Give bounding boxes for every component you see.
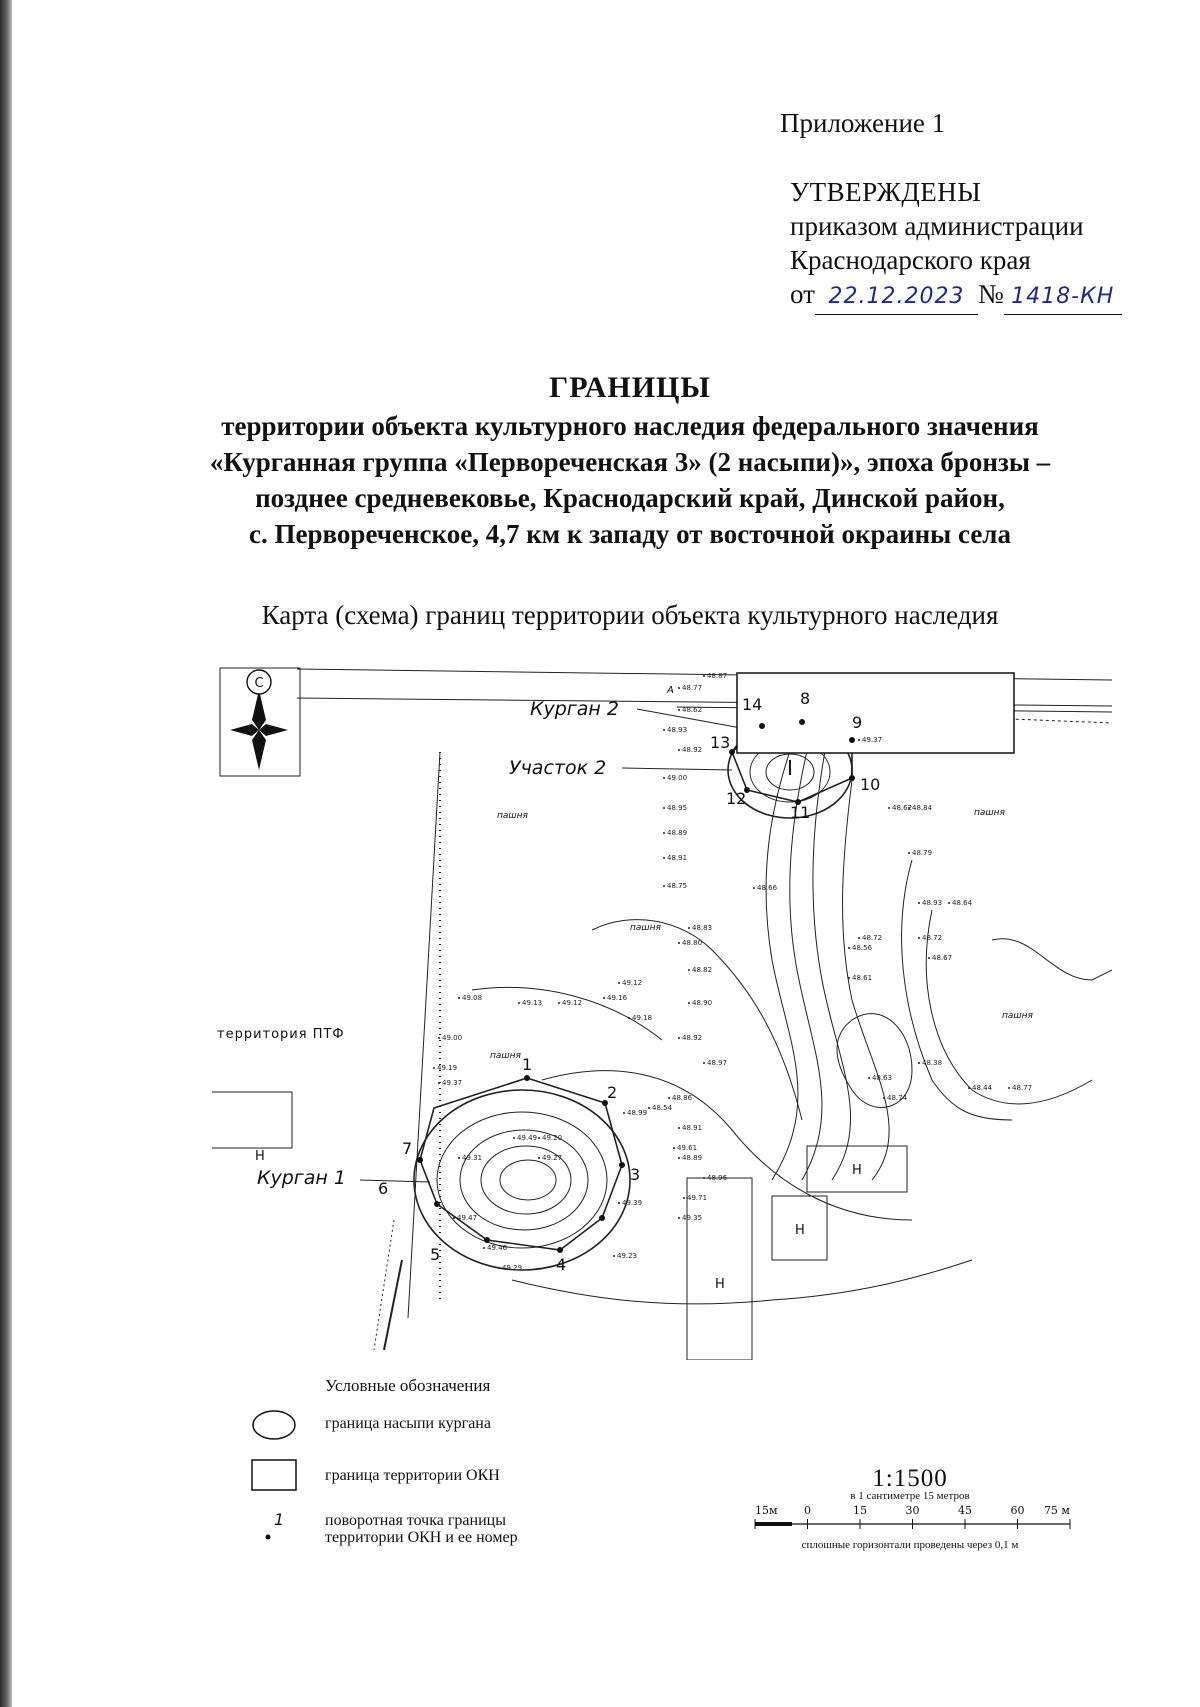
elevation-point: [663, 857, 665, 859]
building-left: [212, 1092, 292, 1148]
elevation-point: [948, 902, 950, 904]
elevation-label: 48.91: [667, 854, 688, 862]
elevation-point: [678, 942, 680, 944]
elevation-point: [678, 1217, 680, 1219]
elevation-label: 48.67: [932, 954, 953, 962]
mound-boundary-symbol: [250, 1408, 298, 1442]
elevation-point: [678, 1037, 680, 1039]
elevation-point: [678, 1157, 680, 1159]
elevation-point: [858, 739, 860, 741]
elevation-point: [483, 1247, 485, 1249]
elevation-point: [538, 1157, 540, 1159]
elevation-point: [703, 1062, 705, 1064]
elevation-label: 49.12: [622, 979, 643, 987]
elevation-label: 49.47: [457, 1214, 478, 1222]
elevation-point: [618, 1202, 620, 1204]
elevation-label: 48.91: [682, 1124, 703, 1132]
title-line-1: территории объекта культурного наследия федерального значения: [221, 411, 1039, 441]
elevation-label: 48.93: [667, 726, 688, 734]
elevation-point: [703, 675, 705, 677]
elevation-label: 49.71: [687, 1194, 708, 1202]
elevation-label: 48.83: [692, 924, 713, 932]
legend-mound-text: граница насыпи кургана: [325, 1415, 491, 1432]
legend-point-text-2: территории ОКН и ее номер: [325, 1529, 518, 1546]
kurgan-1-territory-boundary: [420, 1078, 622, 1250]
scale-tick-label: 15: [853, 1504, 867, 1517]
contour: [790, 730, 822, 1180]
elevation-label: 48.80: [682, 939, 703, 947]
elevation-label: 49.39: [622, 1199, 643, 1207]
order-number: 1418-КН: [1004, 280, 1122, 315]
scale-tick-label: 75 м: [1043, 1504, 1070, 1517]
elevation-point: [688, 969, 690, 971]
document-title: [160, 370, 1100, 552]
elevation-point: [888, 807, 890, 809]
approved-line-2: Краснодарского края: [790, 245, 1031, 275]
label-plow: пашня: [1002, 1011, 1033, 1021]
elevation-label: 48.86: [672, 1094, 693, 1102]
point-number: 13: [710, 733, 731, 752]
elevation-point: [438, 1082, 440, 1084]
elevation-point: [663, 729, 665, 731]
legend-point-sample: 1: [274, 1510, 285, 1529]
elevation-label: 48.66: [757, 884, 778, 892]
elevation-point: [848, 977, 850, 979]
building-long: [687, 1178, 752, 1360]
label-kurgan-1: Курган 1: [257, 1167, 346, 1189]
elevation-label: 49.08: [462, 994, 483, 1002]
point-number: 10: [860, 775, 881, 794]
elevation-point: [663, 885, 665, 887]
point-number: 8: [800, 689, 811, 708]
elevation-point: [1008, 1087, 1010, 1089]
elevation-label: 49.13: [522, 999, 543, 1007]
kurgan-1-contour: [500, 1160, 556, 1200]
label-plow: пашня: [630, 923, 661, 933]
elevation-point: [498, 1267, 500, 1269]
point-number: 3: [630, 1165, 641, 1184]
elevation-point: [603, 997, 605, 999]
elevation-label: 49.19: [437, 1064, 458, 1072]
elevation-label: 48.77: [1012, 1084, 1033, 1092]
elevation-label: 49.37: [442, 1079, 463, 1087]
elevation-label: 48.89: [667, 829, 688, 837]
kurgan-1-contour: [437, 1112, 607, 1248]
point-number: 6: [378, 1179, 389, 1198]
kurgan-1-contour: [460, 1130, 588, 1230]
legend-point-text-1: поворотная точка границы: [325, 1512, 506, 1529]
elevation-label: 48.75: [667, 882, 688, 890]
leader-section-2: [622, 768, 732, 770]
elevation-point: [673, 1147, 675, 1149]
elevation-label: 49.61: [677, 1144, 698, 1152]
elevation-label: 49.31: [462, 1154, 483, 1162]
building-label: Н: [255, 1149, 265, 1164]
scan-left-edge: [0, 0, 12, 1707]
elevation-label: 48.72: [862, 934, 883, 942]
label-ptf-territory: территория ПТФ: [217, 1027, 345, 1042]
order-number-label: №: [977, 279, 1004, 309]
elevation-label: 49.49: [517, 1134, 538, 1142]
scale-bar: [740, 1502, 1080, 1534]
scale-tick-label: 45: [958, 1504, 972, 1517]
point-number: 11: [790, 803, 811, 822]
point-number: 1: [522, 1055, 533, 1074]
label-plow: пашня: [974, 808, 1005, 818]
contour: [992, 939, 1112, 980]
map-svg: [212, 660, 1112, 1360]
point-number: 14: [742, 695, 763, 714]
elevation-point: [678, 1127, 680, 1129]
elevation-label: 48.90: [692, 999, 713, 1007]
elevation-point: [433, 1067, 435, 1069]
elevation-point: [918, 937, 920, 939]
elevation-label: 49.16: [607, 994, 628, 1002]
elevation-label: 49.29: [502, 1264, 523, 1272]
elevation-point: [678, 709, 680, 711]
elevation-point: [648, 1107, 650, 1109]
elevation-point: [518, 1002, 520, 1004]
elevation-label: 49.12: [562, 999, 583, 1007]
point-number: 4: [556, 1255, 567, 1274]
elevation-point: [683, 1197, 685, 1199]
elevation-point: [753, 887, 755, 889]
elevation-label: 48.99: [627, 1109, 648, 1117]
elevation-label: 49.18: [632, 1014, 653, 1022]
scale-tick-label: 0: [804, 1504, 811, 1517]
approval-block: [790, 175, 1122, 315]
elevation-point: [668, 1097, 670, 1099]
elevation-label: 48.77: [682, 684, 703, 692]
elevation-label: 48.64: [952, 899, 973, 907]
point-number: 5: [430, 1245, 441, 1264]
elevation-point: [858, 937, 860, 939]
elevation-label: 48.82: [692, 966, 713, 974]
elevation-point: [883, 1097, 885, 1099]
elevation-label: 49.35: [682, 1214, 703, 1222]
scale-tick-label: 60: [1010, 1504, 1025, 1517]
elevation-point: [663, 807, 665, 809]
elevation-point: [453, 1217, 455, 1219]
elevation-point: [688, 927, 690, 929]
elevation-point: [458, 997, 460, 999]
elevation-label: 48.61: [852, 974, 873, 982]
building-label: Н: [715, 1277, 725, 1292]
elevation-label: 48.84: [912, 804, 933, 812]
order-date: 22.12.2023: [815, 280, 978, 315]
scale-ratio: 1:1500: [872, 1465, 948, 1492]
contour: [512, 1260, 972, 1304]
elevation-point: [613, 1255, 615, 1257]
title-main: ГРАНИЦЫ: [549, 371, 711, 404]
elevation-point: [678, 687, 680, 689]
elevation-point: [558, 1002, 560, 1004]
label-kurgan-2: Курган 2: [530, 698, 619, 720]
elevation-label: 48.56: [852, 944, 873, 952]
elevation-point: [968, 1087, 970, 1089]
elevation-label: 49.00: [442, 1034, 463, 1042]
elevation-label: 48.92: [682, 746, 703, 754]
elevation-label: 48.63: [872, 1074, 893, 1082]
approved-line-1: приказом администрации: [790, 211, 1084, 241]
elevation-point: [908, 852, 910, 854]
elevation-label: 48.92: [682, 1034, 703, 1042]
elevation-point: [703, 1177, 705, 1179]
point-number: 9: [852, 713, 863, 732]
scale-tick-label: 30: [905, 1504, 920, 1517]
elevation-label: 48.89: [682, 1154, 703, 1162]
label-plow: пашня: [490, 1051, 521, 1061]
scale-per-cm: в 1 сантиметре 15 метров: [850, 1490, 970, 1502]
elevation-point: [868, 1077, 870, 1079]
label-plow: пашня: [497, 811, 528, 821]
elevation-point: [438, 1037, 440, 1039]
label-roman-one: I: [787, 756, 793, 780]
contour-note: сплошные горизонтали проведены через 0,1 м: [801, 1539, 1019, 1551]
order-from-label: от: [790, 279, 815, 309]
elevation-point: [513, 1137, 515, 1139]
elevation-label: 48.72: [922, 934, 943, 942]
elevation-label: 48.62: [682, 706, 703, 714]
building-label: Н: [795, 1223, 805, 1238]
elevation-label: 48.93: [922, 899, 943, 907]
territory-boundary-symbol: [250, 1458, 298, 1492]
elevation-label: 48.62: [892, 804, 913, 812]
appendix-label: Приложение 1: [780, 108, 946, 138]
elevation-point: [678, 749, 680, 751]
point-number: 7: [402, 1139, 413, 1158]
elevation-label: 49.46: [487, 1244, 508, 1252]
elevation-label: 49.00: [667, 774, 688, 782]
elevation-label: 48.54: [652, 1104, 673, 1112]
elevation-label: 49.23: [617, 1252, 638, 1260]
elevation-label: 48.97: [707, 1059, 728, 1067]
leader-kurgan-1: [360, 1180, 430, 1182]
elevation-point: [663, 832, 665, 834]
elevation-label: 49.37: [862, 736, 883, 744]
elevation-point: [918, 902, 920, 904]
field-edge-dashed: [374, 1220, 394, 1350]
elevation-point: [458, 1157, 460, 1159]
point-number: 2: [607, 1083, 618, 1102]
turning-point-symbol: [250, 1507, 298, 1543]
elevation-point: [623, 1112, 625, 1114]
building-label: Н: [852, 1163, 862, 1178]
elevation-label: 48.96: [707, 1174, 728, 1182]
boundary-map: [212, 660, 1112, 1360]
elevation-point: [688, 1002, 690, 1004]
road-label: А: [667, 685, 674, 696]
scale-block: [740, 1465, 1080, 1551]
north-letter: С: [254, 676, 264, 691]
map-caption: Карта (схема) границ территории объекта культурного наследия: [261, 600, 999, 630]
elevation-point: [628, 1017, 630, 1019]
legend-title: Условные обозначения: [325, 1376, 491, 1395]
scale-tick-label: 15м: [755, 1504, 778, 1517]
elevation-label: 48.87: [707, 672, 728, 680]
title-line-2: «Курганная группа «Первореченская 3» (2 насыпи)», эпоха бронзы –: [209, 447, 1051, 477]
elevation-point: [918, 1062, 920, 1064]
elevation-label: 48.38: [922, 1059, 943, 1067]
order-line: [790, 277, 1122, 315]
elevation-point: [848, 947, 850, 949]
elevation-label: 48.44: [972, 1084, 993, 1092]
point-number: 12: [726, 789, 747, 808]
title-line-4: с. Первореченское, 4,7 км к западу от восточной окраины села: [249, 519, 1011, 549]
elevation-label: 48.95: [667, 804, 688, 812]
legend-territory-text: граница территории ОКН: [325, 1467, 500, 1484]
elevation-label: 49.27: [542, 1154, 563, 1162]
elevation-label: 49.20: [542, 1134, 563, 1142]
elevation-point: [663, 777, 665, 779]
field-edge-lower: [384, 1260, 402, 1350]
title-line-3: позднее средневековье, Краснодарский край, Динской район,: [255, 483, 1005, 513]
kurgan-1-mound-boundary: [414, 1090, 630, 1270]
label-section-2: Участок 2: [509, 757, 607, 779]
elevation-point: [538, 1137, 540, 1139]
approved-heading: УТВЕРЖДЕНЫ: [790, 177, 982, 207]
north-arrow-icon: [230, 670, 288, 770]
elevation-label: 48.74: [887, 1094, 908, 1102]
elevation-label: 48.79: [912, 849, 933, 857]
elevation-point: [928, 957, 930, 959]
elevation-point: [618, 982, 620, 984]
contour: [542, 1071, 912, 1220]
